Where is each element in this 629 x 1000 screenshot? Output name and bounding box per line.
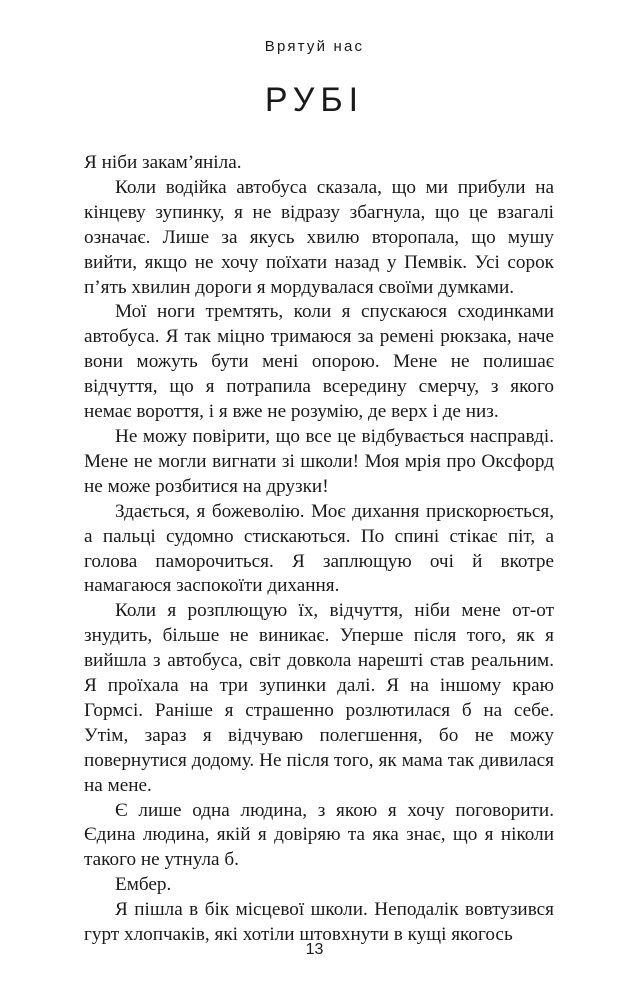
paragraph: Є лише одна людина, з якою я хочу поговорити. Єдина людина, якій я довіряю та яка знає, що я ніколи такого не утнула б.: [84, 799, 554, 871]
paragraph: Я пішла в бік місцевої школи. Неподалік вовтузився гурт хлопчаків, які хотіли штовхнути в кущі якогось: [84, 899, 554, 946]
paragraph: Мої ноги тремтять, коли я спускаюся сходинками автобуса. Я так міцно тримаюся за ремені рюкзака, наче вони можуть бути мені опорою. Мене не полишає відчуття, що я потрапила всередину смерчу, з якого немає вороття, і я вже не розумію, де верх і де низ.: [84, 301, 554, 423]
body-text: [84, 151, 554, 948]
page-number: 13: [305, 941, 324, 958]
running-head: Врятуй нас: [264, 38, 365, 55]
paragraph: Я ніби закам’яніла.: [84, 152, 242, 173]
paragraph: Коли я розплющую їх, відчуття, ніби мене от-от знудить, більше не виникає. Уперше після того, як я вийшла з автобуса, світ довкола нарешті став реальним. Я проїхала на три зупинки далі. Я на іншому краю Гормсі. Раніше я страшенно розлютилася б на себе. Утім, зараз я відчуваю полегшення, бо не можу повернутися додому. Не після того, як мама так дивилася на мене.: [84, 600, 554, 796]
paragraph: Не можу повірити, що все це відбувається насправді. Мене не могли вигнати зі школи! Моя мрія про Оксфорд не може розбитися на друзки!: [84, 425, 554, 497]
paragraph: Ембер.: [115, 874, 172, 896]
chapter-title: РУБІ: [264, 81, 365, 119]
paragraph: Здається, я божеволію. Моє дихання прискорюється, а пальці судомно стискаються. По спині стікає піт, а голова паморочиться. Я заплющую очі й вкотре намагаюся заспокоїти дихання.: [84, 500, 554, 597]
paragraph: Коли водійка автобуса сказала, що ми прибули на кінцеву зупинку, я не відразу збагнула, що це взагалі означає. Лише за якусь хвилю второпала, що мушу вийти, якщо не хочу поїхати назад у Пемвік. Усі сорок п’ять хвилин дороги я мордувалася своїми думками.: [84, 176, 554, 298]
